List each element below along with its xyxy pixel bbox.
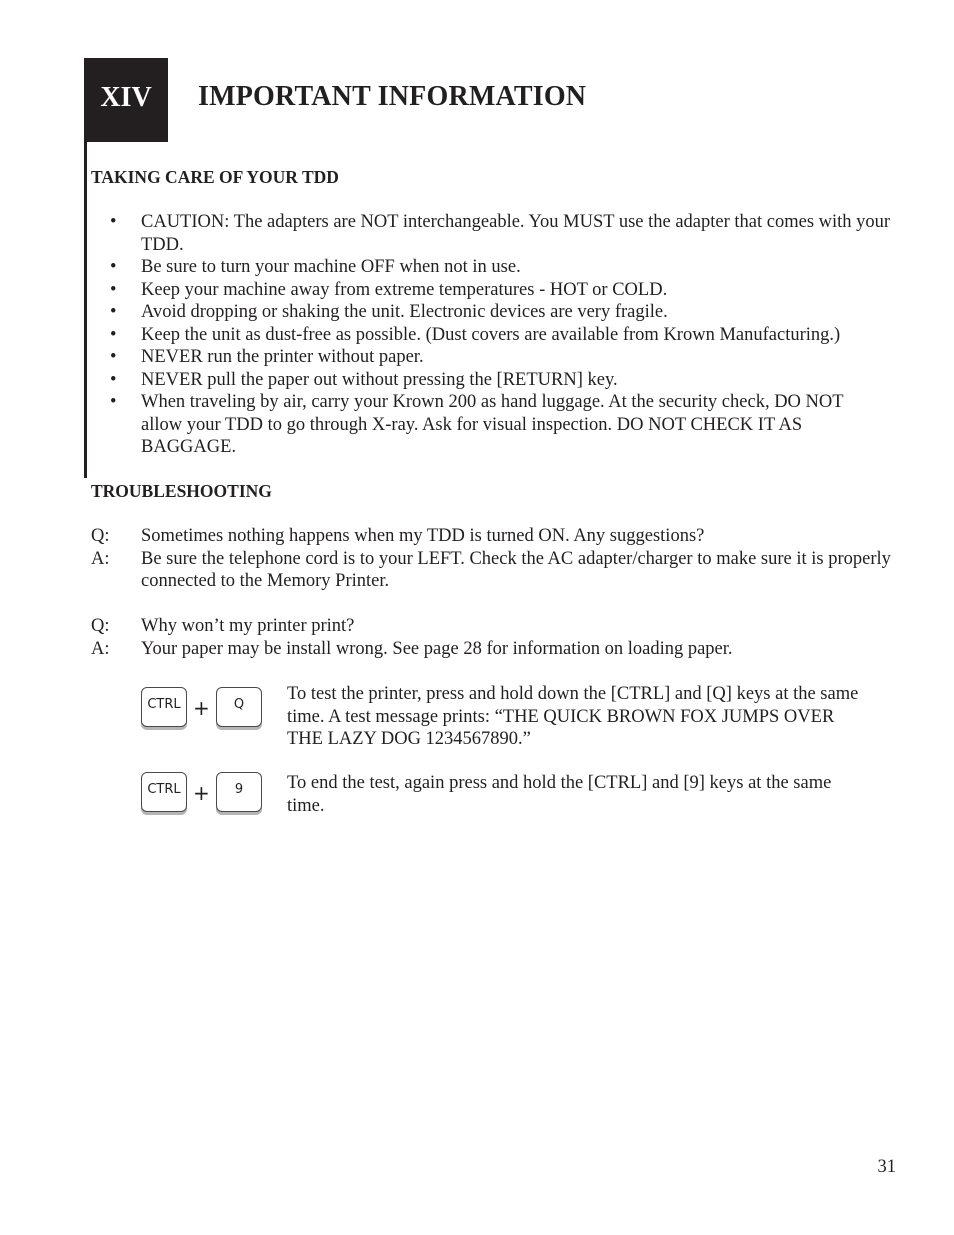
question-label: Q: bbox=[91, 526, 110, 546]
list-item bbox=[110, 256, 900, 279]
list-item-text: Keep the unit as dust-free as possible. (Dust covers are available from Krown Manufacturing.) bbox=[141, 324, 841, 345]
question-row bbox=[91, 615, 891, 638]
care-heading: TAKING CARE OF YOUR TDD bbox=[91, 167, 339, 187]
bullet-marker: • bbox=[110, 279, 117, 300]
troubleshooting-heading: TROUBLESHOOTING bbox=[91, 481, 272, 501]
bullet-marker: • bbox=[110, 324, 117, 345]
answer-row bbox=[91, 548, 891, 593]
list-item-text: Avoid dropping or shaking the unit. Electronic devices are very fragile. bbox=[141, 302, 668, 322]
list-item bbox=[110, 279, 900, 302]
bullet-marker: • bbox=[110, 257, 117, 277]
list-item-text: NEVER run the printer without paper. bbox=[141, 347, 424, 367]
test-printer-instruction: To test the printer, press and hold down the [CTRL] and [Q] keys at the same time. A test message prints: “THE QUICK BROWN FOX JUMPS OVER THE LAZY DOG 1234567890.” bbox=[287, 684, 859, 749]
answer-label: A: bbox=[91, 548, 110, 569]
question-row bbox=[91, 525, 891, 548]
list-item-text: NEVER pull the paper out without pressing the [RETURN] key. bbox=[141, 369, 618, 390]
bullet-marker: • bbox=[110, 369, 117, 390]
bullet-marker: • bbox=[110, 302, 117, 322]
chapter-number-badge bbox=[84, 58, 168, 142]
question-text: Sometimes nothing happens when my TDD is turned ON. Any suggestions? bbox=[141, 526, 705, 546]
list-item-text: Keep your machine away from extreme temperatures - HOT or COLD. bbox=[141, 279, 668, 300]
answer-row bbox=[91, 638, 891, 661]
qa-block-1 bbox=[91, 525, 891, 593]
chapter-side-rule bbox=[84, 142, 87, 478]
question-text: Why won’t my printer print? bbox=[141, 616, 355, 636]
list-item-text: CAUTION: The adapters are NOT interchangeable. You MUST use the adapter that comes with your TDD. bbox=[141, 212, 891, 255]
plus-sign: + bbox=[193, 696, 210, 720]
list-item bbox=[110, 391, 900, 459]
list-item-text: When traveling by air, carry your Krown 200 as hand luggage. At the security check, DO NOT allow your TDD to go through X-ray. Ask for visual inspection. DO NOT CHECK IT AS BAGGAGE. bbox=[141, 392, 844, 457]
page-title: IMPORTANT INFORMATION bbox=[198, 81, 587, 112]
bullet-marker: • bbox=[110, 347, 117, 367]
list-item-text: Be sure to turn your machine OFF when not in use. bbox=[141, 257, 521, 277]
end-test-instruction: To end the test, again press and hold the [CTRL] and [9] keys at the same time. bbox=[287, 773, 832, 816]
ctrl-key-icon: CTRL bbox=[141, 772, 187, 812]
bullet-marker: • bbox=[110, 392, 117, 412]
list-item bbox=[110, 346, 900, 369]
answer-text: Be sure the telephone cord is to your LEFT. Check the AC adapter/charger to make sure it is properly connected to the Memory Printer. bbox=[141, 548, 891, 591]
qa-block-2 bbox=[91, 615, 891, 660]
list-item bbox=[110, 369, 900, 392]
list-item bbox=[110, 211, 900, 256]
question-label: Q: bbox=[91, 616, 110, 636]
list-item bbox=[110, 301, 900, 324]
q-key-icon: Q bbox=[216, 687, 262, 727]
chapter-numeral: XIV bbox=[100, 82, 152, 113]
answer-text: Your paper may be install wrong. See page 28 for information on loading paper. bbox=[141, 638, 733, 659]
page-number: 31 bbox=[877, 1157, 896, 1177]
list-item bbox=[110, 324, 900, 347]
nine-key-icon: 9 bbox=[216, 772, 262, 812]
plus-sign: + bbox=[193, 781, 210, 805]
ctrl-key-icon: CTRL bbox=[141, 687, 187, 727]
care-list bbox=[110, 211, 900, 459]
answer-label: A: bbox=[91, 638, 110, 659]
bullet-marker: • bbox=[110, 212, 117, 232]
